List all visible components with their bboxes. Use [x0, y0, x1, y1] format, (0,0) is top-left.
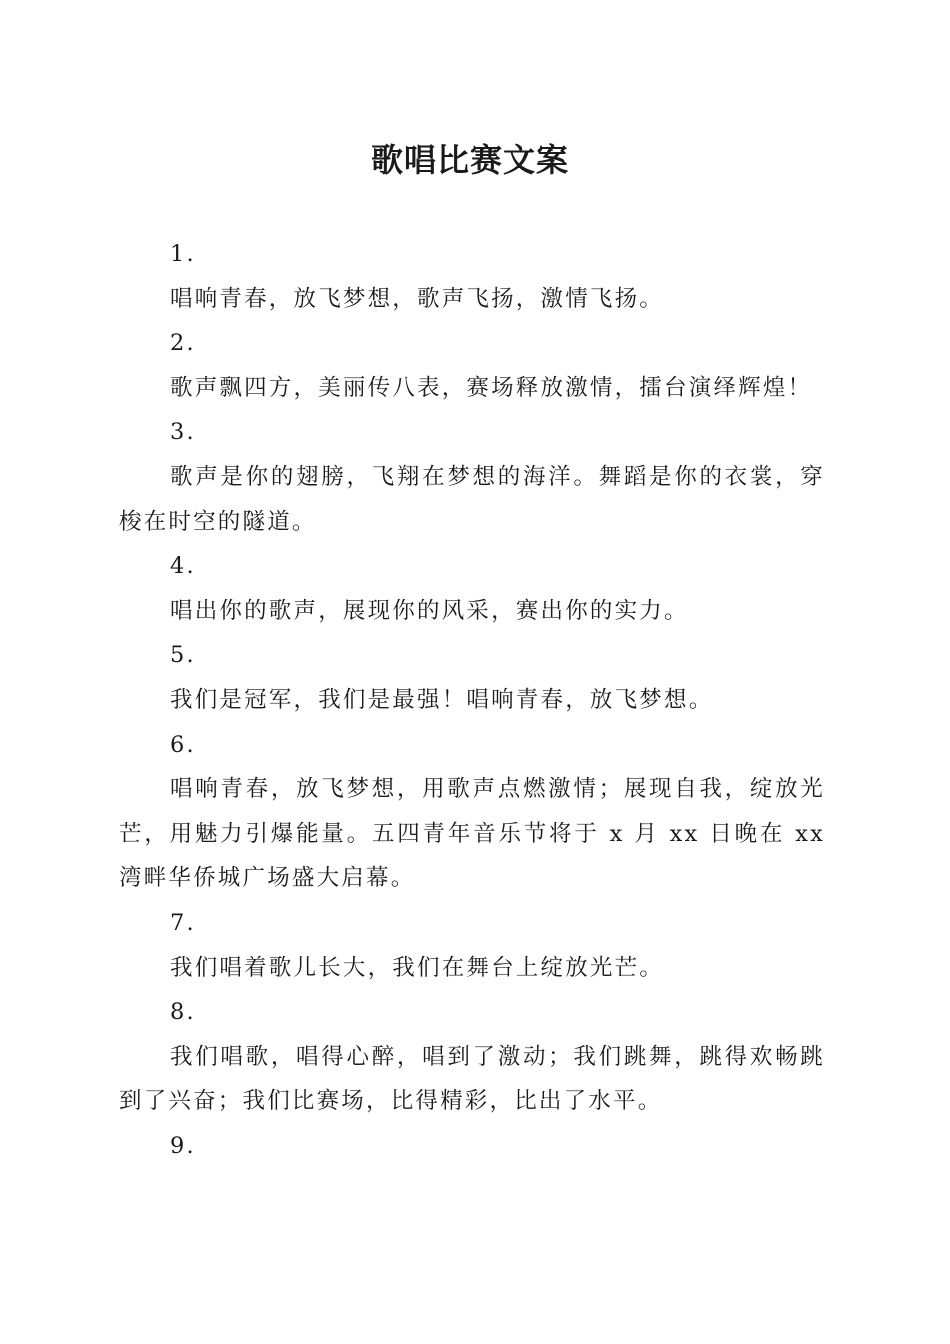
list-number: 7. — [170, 909, 196, 936]
slogan-paragraph: 我们唱歌，唱得心醉，唱到了激动；我们跳舞，跳得欢畅跳到了兴奋；我们比赛场，比得精彩，比出了水平。 — [119, 1043, 825, 1115]
slogan-paragraph: 唱响青春，放飞梦想，歌声飞扬，激情飞扬。 — [170, 285, 665, 312]
list-number: 1. — [170, 241, 196, 267]
slogan-paragraph: 我们是冠军，我们是最强！唱响青春，放飞梦想。 — [170, 686, 714, 713]
slogan-paragraph: 唱出你的歌声，展现你的风采，赛出你的实力。 — [170, 597, 689, 624]
document-body — [119, 232, 825, 1168]
slogan-paragraph: 唱响青春，放飞梦想，用歌声点燃激情；展现自我，绽放光芒，用魅力引爆能量。五四青年音乐节将于 x 月 xx 日晚在 xx 湾畔华侨城广场盛大启幕。 — [119, 776, 825, 892]
slogan-paragraph: 我们唱着歌儿长大，我们在舞台上绽放光芒。 — [170, 954, 665, 981]
slogan-paragraph: 歌声是你的翅膀，飞翔在梦想的海洋。舞蹈是你的衣裳，穿梭在时空的隧道。 — [119, 463, 825, 535]
list-number: 6. — [170, 731, 196, 758]
list-number: 4. — [170, 553, 196, 580]
slogan-paragraph: 歌声飘四方，美丽传八表，赛场释放激情，擂台演绎辉煌！ — [170, 374, 813, 401]
list-number: 2. — [170, 330, 196, 357]
list-number: 8. — [170, 999, 196, 1026]
list-number: 9. — [170, 1132, 196, 1159]
list-number: 3. — [170, 419, 196, 446]
list-number: 5. — [170, 642, 196, 669]
document-title: 歌唱比赛文案 — [370, 141, 569, 179]
